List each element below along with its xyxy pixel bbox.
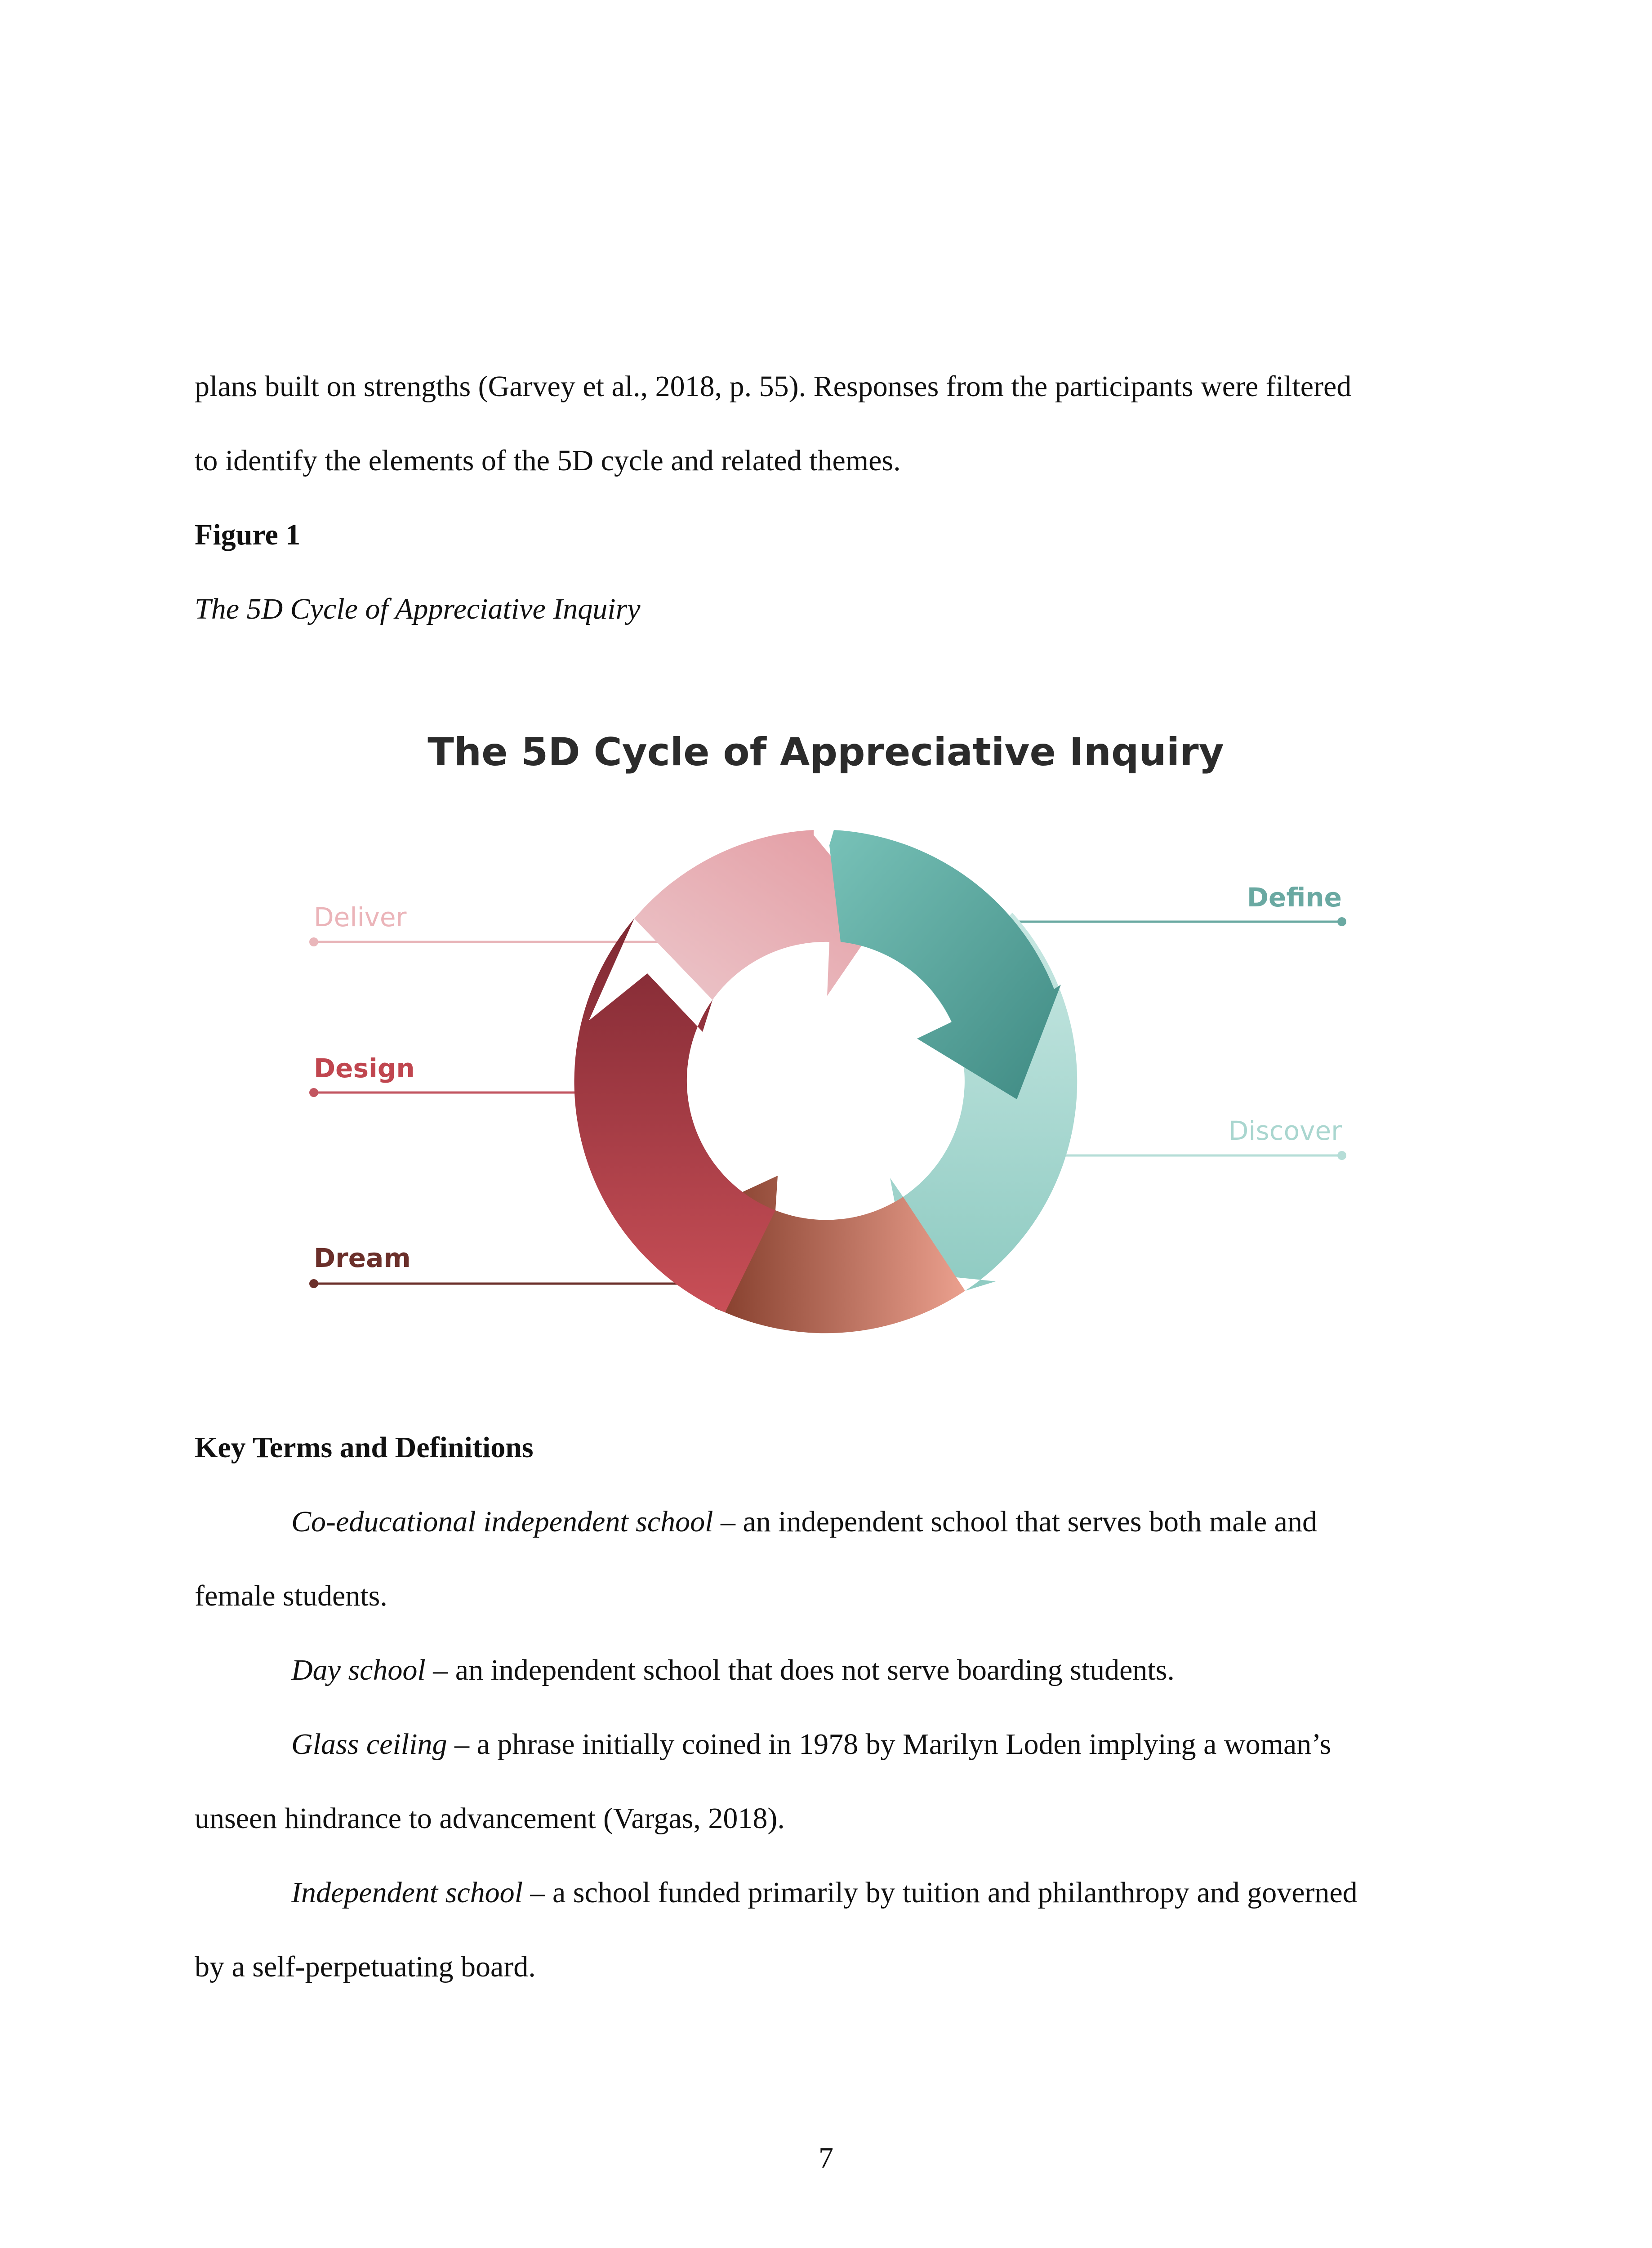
define-label: Define bbox=[1247, 882, 1342, 913]
design-label: Design bbox=[314, 1053, 415, 1084]
section-heading: Key Terms and Definitions bbox=[195, 1431, 534, 1464]
dream-leader-dot bbox=[309, 1279, 318, 1288]
term-continuation-4: by a self-perpetuating board. bbox=[195, 1950, 536, 1983]
discover-leader-dot bbox=[1337, 1151, 1346, 1160]
term-definition: – an independent school that does not serve boarding students. bbox=[425, 1654, 1175, 1686]
define-arrow bbox=[829, 830, 1061, 1099]
term-continuation-3: unseen hindrance to advancement (Vargas, 2018). bbox=[195, 1802, 785, 1835]
figure-caption: The 5D Cycle of Appreciative Inquiry bbox=[195, 593, 641, 625]
diagram-title: The 5D Cycle of Appreciative Inquiry bbox=[427, 730, 1224, 775]
term-definition: – an independent school that serves both male and bbox=[713, 1505, 1317, 1538]
term-name: Co-educational independent school bbox=[291, 1505, 713, 1538]
dream-label: Dream bbox=[314, 1243, 411, 1273]
term-name: Glass ceiling bbox=[291, 1728, 447, 1761]
intro-line-1: plans built on strengths (Garvey et al., 2018, p. 55). Responses from the participants were filtered bbox=[195, 370, 1352, 403]
term-entry-4 bbox=[291, 1875, 1358, 1911]
term-name: Independent school bbox=[291, 1876, 523, 1909]
intro-line-2: to identify the elements of the 5D cycle and related themes. bbox=[195, 444, 901, 477]
deliver-leader-dot bbox=[309, 937, 318, 946]
design-leader-dot bbox=[309, 1088, 318, 1097]
design-arrow bbox=[574, 919, 775, 1312]
term-entry-1 bbox=[291, 1504, 1317, 1540]
figure-label: Figure 1 bbox=[195, 518, 301, 551]
cycle-ring bbox=[574, 830, 1077, 1333]
discover-label: Discover bbox=[1228, 1115, 1342, 1146]
term-entry-2 bbox=[291, 1652, 1175, 1688]
page-number: 7 bbox=[819, 2141, 833, 2174]
term-name: Day school bbox=[291, 1654, 426, 1686]
define-leader-dot bbox=[1337, 917, 1346, 926]
term-continuation-1: female students. bbox=[195, 1579, 387, 1612]
term-definition: – a school funded primarily by tuition and philanthropy and governed bbox=[523, 1876, 1358, 1909]
term-entry-3 bbox=[291, 1726, 1331, 1762]
deliver-label: Deliver bbox=[314, 902, 407, 932]
term-definition: – a phrase initially coined in 1978 by Marilyn Loden implying a woman’s bbox=[447, 1728, 1331, 1761]
